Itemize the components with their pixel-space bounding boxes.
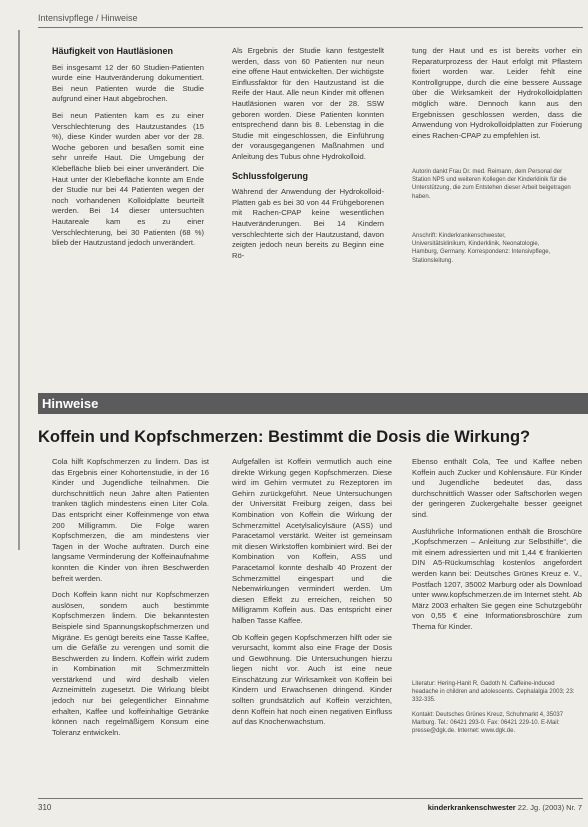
note-text: Autorin dankt Frau Dr. med. Reimann, dem Personal der Station NPS und weiteren Kollegen der Kinderklinik für die Unterstützung, die zum Entstehen dieser Arbeit beigetragen haben.	[412, 169, 571, 200]
paragraph: Aufgefallen ist Koffein vermutlich auch eine direkte Wirkung gegen Kopfschmerzen. Diese wird im Gehirn vermutet zu Rezeptoren im Gehirn zurückgeführt. Neue Untersuchungen der Universität Freiburg zeigen, dass bei Kombination von Koffein die Wirkung der Schmerzmittel Acetylsalicylsäure (ASS) und Paracetamol verstärkt. Weiter ist gemeinsam mit diesen Wirkstoffen kombiniert wird. Bei der Kombination von Koffein, ASS und Paracetamol konnte deshalb 40 Prozent der Schmerzmittel eingespart und die Nebenwirkungen vermindert werden. Um diesen Effekt zu erreichen, reichen 50 Milligramm Koffein aus. Das entspricht einer halben Tasse Kaffee.	[232, 457, 392, 625]
section-label: Hinweise	[42, 396, 99, 411]
paragraph: Ausführliche Informationen enthält die Broschüre „Kopfschmerzen – Anleitung zur Selbsthilfe“, die mit einem adressierten und mit 1,44 € frankierten DIN A5-Rückumschlag kostenlos angefordert werden kann bei: Deutsches Grünes Kreuz e. V., Postfach 1207, 35002 Marburg oder als Download unter www.kopfschmerzen.de im Internet steht. Ab März 2003 erhalten Sie gegen eine Schutzgebühr von 0,55 € eine Informationsbroschüre zum Thema für Kinder.	[412, 526, 582, 631]
article-references	[412, 680, 582, 792]
address-text: Anschrift: Kinderkrankenschwester, Universitätsklinikum, Kinderklinik, Neonatologie, Hamburg, Germany. Korrespondenz: Intensivpflege, Stationsleitung.	[412, 233, 551, 264]
top-column-1	[52, 46, 204, 308]
paragraph: Während der Anwendung der Hydrokolloid-Platten gab es bei 30 von 44 Frühgeborenen mit Rachen-CPAP keine wesentlichen Hautveränderungen. Bei 14 Kindern verschlechterte sich der Hautzustand, davon zeigten jedoch neun bereits zu Beginn eine Rö-	[232, 187, 384, 260]
journal-name: kinderkrankenschwester	[427, 803, 516, 812]
paragraph: Cola hilft Kopfschmerzen zu lindern. Das ist das Ergebnis einer Kohortenstudie, in der 16 Kinder und Jugendliche teilnahmen. Die durchschnittlich neun Jahre alten Patienten tranken täglich mindestens einen Liter Cola. Das entspricht einer Koffeinmenge von etwa 200 Milligramm. Die Folge waren Kopfschmerzen, die am mindestens vier Tagen in der Woche auftraten. Durch eine langsame Verminderung der Koffeinaufnahme konnten die Kinder von ihren Beschwerden befreit werden.	[52, 457, 209, 583]
paragraph: Doch Koffein kann nicht nur Kopfschmerzen auslösen, sondern auch bestimmte Kopfschmerzen lindern. Die bekanntesten Beispiele sind Spannungskopfschmerzen und Migräne. Es genügt bereits eine Tasse Kaffee, um die Gefäße zu verengen und somit die Beschwerden zu lindern. Koffein wirkt zudem in Kombination mit Schmerzmitteln verstärkend und wird deshalb vielen Arzneimitteln zugesetzt. Die Wirkung bleibt jedoch nur bei gelegentlicher Einnahme erhalten, Kaffee und koffeinhaltige Getränke können nach regelmäßigem Konsum eine Toleranz entwickeln.	[52, 590, 209, 737]
reference-text: Literatur: Hering-Hanit R, Gadoth N. Caffeine-induced headache in children and adolescents. Cephalalgia 2003; 23: 332-335.	[412, 681, 575, 704]
journal-issue: 22. Jg. (2003) Nr. 7	[517, 803, 582, 812]
article-headline: Koffein und Kopfschmerzen: Bestimmt die Dosis die Wirkung?	[38, 428, 531, 446]
binding-edge	[18, 30, 20, 550]
paragraph: Ebenso enthält Cola, Tee und Kaffee neben Koffein auch Zucker und Kohlensäure. Für Kinder und Jugendliche bedeutet das, dass durchschnittlich Wasser oder Saftschorlen wegen der geringeren Zuckergehalte besser geeignet sind.	[412, 457, 582, 519]
section-heading: Schlussfolgerung	[232, 170, 309, 181]
article-column-1	[52, 457, 209, 792]
paragraph: Bei neun Patienten kam es zu einer Verschlechterung des Hautzustandes (15 %), diese Kinder wurden aber vor der 28. Woche geboren und besaßen somit eine sehr unreife Haut. Die Umgebung der Klebefläche blieb bei einer unverändert. Die Haut unter der Klebefläche konnte am Ende der Studie nur bei 44 Patienten wegen der noch vorhandenen Kolloidplatte beurteilt werden. Bei 14 dieser untersuchten Hautareale kam es zu einer Verschlechterung, bei 30 Patienten (68 %) blieb der Hautzustand jedoch unverändert.	[52, 110, 204, 248]
page-number: 310	[38, 803, 52, 812]
running-head: Intensivpflege / Hinweise	[38, 13, 138, 23]
acknowledgement-note	[412, 168, 582, 228]
author-address	[412, 232, 562, 302]
journal-footer	[428, 803, 582, 812]
paragraph: Ob Koffein gegen Kopfschmerzen hilft oder sie verursacht, kommt also eine Frage der Dosis und Gewöhnung. Die Untersuchungen hierzu liegen nicht vor. Auch ist eine neue Einschätzung zur Wirksamkeit von Koffein bei Kindern und Erwachsenen dringend. Kinder sollten grundsätzlich auf Koffein verzichten, denn Koffein hat noch einen negativen Einfluss auf das Knochenwachstum.	[232, 632, 392, 727]
section-heading: Häufigkeit von Hautläsionen	[52, 46, 174, 56]
section-bar	[38, 393, 588, 414]
top-column-3	[412, 46, 582, 164]
footer-rule	[38, 798, 583, 799]
paragraph: tung der Haut und es ist bereits vorher ein Reparaturprozess der Haut erfolgt mit Pflastern fixiert worden war. Leider fehlt eine Kontrollgruppe, durch die eine bessere Aussage über die Wirksamkeit der Hydrokolloidplatten möglich wäre. Dennoch kann aus den Ergebnissen geschlossen werden, dass die Anwendung von Hydrokolloidplatten zur Fixierung eines Rachen-CPAP zu empfehlen ist.	[412, 46, 582, 140]
article-column-2	[232, 457, 392, 792]
paragraph: Bei insgesamt 12 der 60 Studien-Patienten wurde eine Hautveränderung dokumentiert. Bei neun Patienten wurde die Studie aufgrund einer Haut abgebrochen.	[52, 62, 204, 104]
top-column-2	[232, 46, 384, 308]
contact-text: Kontakt: Deutsches Grünes Kreuz, Schuhmarkt 4, 35037 Marburg. Tel.: 06421 293-0. Fax: 06421 229-10. E-Mail: presse@dgk.de. Internet: www.dgk.de.	[412, 711, 564, 735]
paragraph: Als Ergebnis der Studie kann festgestellt werden, dass von 60 Patienten nur neun eine offene Haut entwickelten. Der wichtigste Einflussfaktor für den Hautzustand ist die Reife der Haut. Alle neun Kinder mit offenen Hautläsionen waren vor der 28. SSW geboren worden. Diese Patienten konnten entsprechend dann bis 8. Lebenstag in die Studie mit eingeschlossen, die Einführung der vorausgegangenen Maßnahmen und Anleitung des Tubus ohne Hydrokolloid.	[232, 46, 384, 161]
article-column-3	[412, 457, 582, 677]
header-rule	[38, 27, 583, 28]
